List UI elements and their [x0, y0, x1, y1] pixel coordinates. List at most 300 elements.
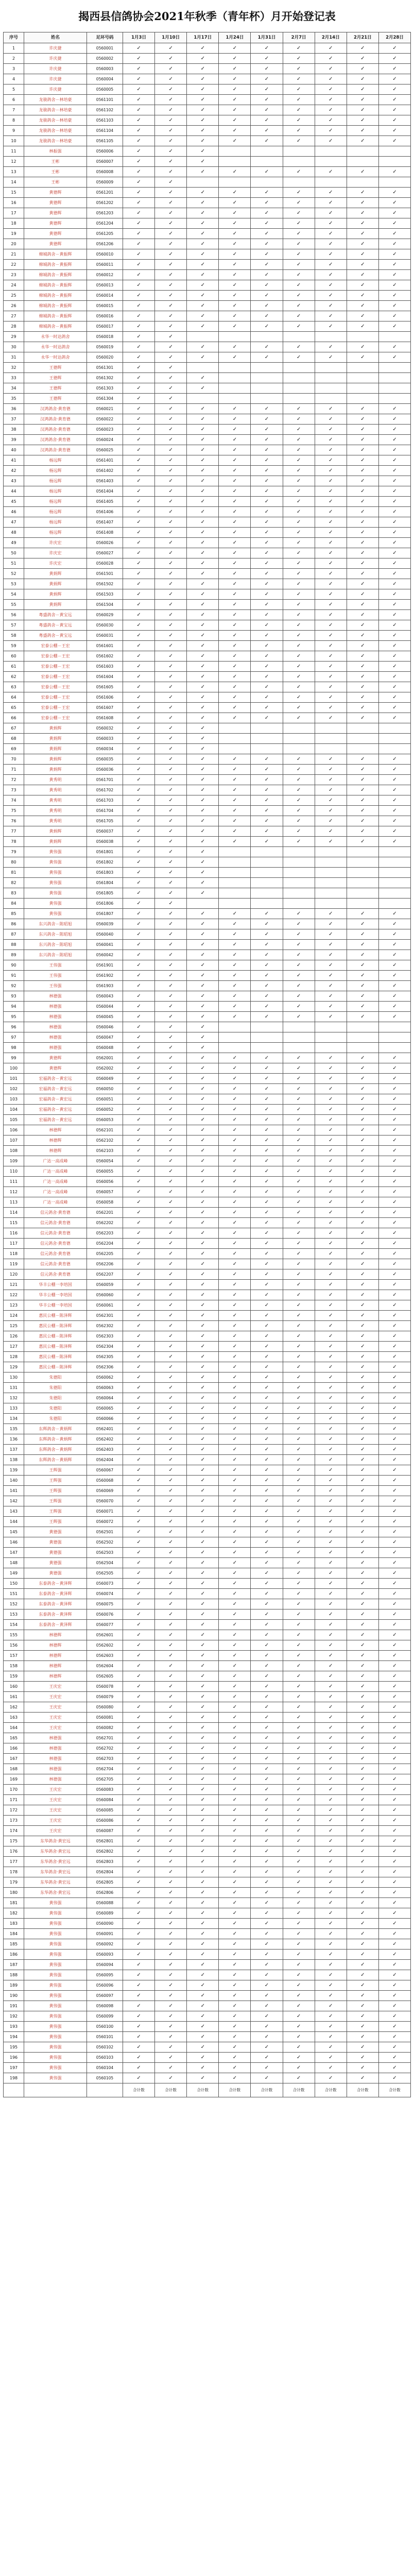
check-cell: ✓ — [155, 95, 187, 105]
check-cell: ✓ — [155, 558, 187, 569]
check-cell — [283, 868, 315, 878]
check-cell: ✓ — [187, 2063, 219, 2073]
check-cell: ✓ — [378, 795, 410, 806]
check-cell: ✓ — [315, 1764, 347, 1774]
check-cell: ✓ — [347, 1228, 378, 1239]
check-cell: ✓ — [187, 1774, 219, 1785]
check-cell: ✓ — [123, 1269, 155, 1280]
table-row — [4, 373, 411, 383]
table-row — [4, 1960, 411, 1970]
check-cell: ✓ — [347, 1743, 378, 1754]
check-cell: ✓ — [187, 1568, 219, 1579]
check-cell: ✓ — [347, 1857, 378, 1867]
check-cell: ✓ — [315, 1342, 347, 1352]
check-cell: ✓ — [283, 1805, 315, 1816]
row-name: 黄德强 — [24, 1558, 87, 1568]
check-cell: ✓ — [378, 1846, 410, 1857]
check-cell: ✓ — [378, 2032, 410, 2042]
check-cell: ✓ — [347, 198, 378, 208]
check-cell: ✓ — [219, 765, 251, 775]
check-cell: ✓ — [123, 270, 155, 280]
check-cell: ✓ — [251, 311, 283, 321]
check-cell: ✓ — [347, 1888, 378, 1898]
table-row — [4, 919, 411, 929]
check-cell: ✓ — [123, 84, 155, 95]
row-ring: 0560078 — [87, 1682, 123, 1692]
check-cell: ✓ — [187, 1970, 219, 1980]
table-row — [4, 929, 411, 940]
check-cell: ✓ — [187, 1733, 219, 1743]
check-cell: ✓ — [378, 1197, 410, 1208]
check-cell: ✓ — [315, 455, 347, 466]
check-cell: ✓ — [251, 1579, 283, 1589]
check-cell: ✓ — [219, 291, 251, 301]
check-cell: ✓ — [219, 538, 251, 548]
row-ring: 0561803 — [87, 868, 123, 878]
check-cell — [283, 1043, 315, 1053]
row-ring: 0560004 — [87, 74, 123, 84]
row-ring: 0560069 — [87, 1486, 123, 1496]
check-cell — [283, 878, 315, 888]
row-name: 黄炳辉 — [24, 589, 87, 600]
check-cell: ✓ — [251, 74, 283, 84]
check-cell: ✓ — [155, 589, 187, 600]
check-cell: ✓ — [187, 1640, 219, 1651]
check-cell: ✓ — [283, 1486, 315, 1496]
check-cell — [378, 373, 410, 383]
check-cell: ✓ — [251, 517, 283, 528]
check-cell: ✓ — [347, 1980, 378, 1991]
check-cell: ✓ — [315, 785, 347, 795]
check-cell: ✓ — [315, 1012, 347, 1022]
check-cell: ✓ — [283, 1259, 315, 1269]
table-row — [4, 672, 411, 682]
check-cell: ✓ — [219, 703, 251, 713]
check-cell: ✓ — [251, 1156, 283, 1166]
check-cell: ✓ — [155, 1249, 187, 1259]
row-name: 林德强 — [24, 1743, 87, 1754]
check-cell: ✓ — [187, 1702, 219, 1713]
check-cell: ✓ — [123, 1311, 155, 1321]
check-cell: ✓ — [251, 1228, 283, 1239]
check-cell: ✓ — [283, 579, 315, 589]
row-index: 115 — [4, 1218, 24, 1228]
row-name: 王庆宏 — [24, 1785, 87, 1795]
check-cell: ✓ — [251, 1640, 283, 1651]
check-cell: ✓ — [315, 2073, 347, 2083]
row-index: 173 — [4, 1816, 24, 1826]
check-cell: ✓ — [219, 1537, 251, 1548]
check-cell: ✓ — [219, 229, 251, 239]
check-cell: ✓ — [219, 1877, 251, 1888]
check-cell: ✓ — [315, 579, 347, 589]
check-cell: ✓ — [155, 126, 187, 136]
check-cell: ✓ — [155, 878, 187, 888]
check-cell: ✓ — [155, 826, 187, 837]
check-cell: ✓ — [283, 466, 315, 476]
row-index: 18 — [4, 218, 24, 229]
check-cell: ✓ — [123, 610, 155, 620]
check-cell: ✓ — [347, 1342, 378, 1352]
check-cell: ✓ — [123, 1187, 155, 1197]
check-cell: ✓ — [187, 641, 219, 651]
check-cell: ✓ — [187, 1630, 219, 1640]
check-cell: ✓ — [187, 1125, 219, 1136]
check-cell: ✓ — [155, 394, 187, 404]
check-cell: ✓ — [219, 507, 251, 517]
check-cell: ✓ — [283, 1888, 315, 1898]
check-cell: ✓ — [155, 579, 187, 589]
check-cell: ✓ — [219, 610, 251, 620]
check-cell: ✓ — [347, 1259, 378, 1269]
row-index: 73 — [4, 785, 24, 795]
row-name: 棉城鸽舍－黄振辉 — [24, 321, 87, 332]
check-cell: ✓ — [283, 703, 315, 713]
row-index: 123 — [4, 1300, 24, 1311]
row-index: 62 — [4, 672, 24, 682]
check-cell: ✓ — [251, 208, 283, 218]
row-name: 东泰鸽舍－黄泽辉 — [24, 1589, 87, 1599]
check-cell: ✓ — [251, 229, 283, 239]
col-header-date: 1月17日 — [187, 32, 219, 43]
check-cell: ✓ — [187, 1908, 219, 1919]
row-name: 许庆宏 — [24, 548, 87, 558]
check-cell: ✓ — [123, 1280, 155, 1290]
check-cell: ✓ — [315, 1465, 347, 1476]
footer-total: 合计数 — [347, 2083, 378, 2097]
check-cell: ✓ — [347, 1249, 378, 1259]
row-ring: 0560065 — [87, 1403, 123, 1414]
check-cell: ✓ — [123, 1177, 155, 1187]
row-index: 20 — [4, 239, 24, 249]
table-row — [4, 1084, 411, 1094]
check-cell: ✓ — [187, 198, 219, 208]
row-ring: 0560002 — [87, 54, 123, 64]
check-cell: ✓ — [315, 1197, 347, 1208]
check-cell: ✓ — [378, 1383, 410, 1393]
check-cell: ✓ — [315, 1239, 347, 1249]
check-cell: ✓ — [187, 425, 219, 435]
check-cell: ✓ — [378, 1403, 410, 1414]
row-name: 王伟强 — [24, 971, 87, 981]
check-cell — [283, 723, 315, 734]
check-cell: ✓ — [123, 1640, 155, 1651]
check-cell: ✓ — [283, 239, 315, 249]
check-cell: ✓ — [219, 1362, 251, 1372]
check-cell: ✓ — [378, 1630, 410, 1640]
check-cell: ✓ — [123, 1754, 155, 1764]
row-index: 17 — [4, 208, 24, 218]
check-cell: ✓ — [347, 2032, 378, 2042]
check-cell: ✓ — [219, 1187, 251, 1197]
check-cell: ✓ — [378, 1980, 410, 1991]
check-cell: ✓ — [251, 126, 283, 136]
check-cell: ✓ — [347, 311, 378, 321]
check-cell — [251, 363, 283, 373]
row-index: 85 — [4, 909, 24, 919]
check-cell: ✓ — [251, 2073, 283, 2083]
table-row — [4, 1074, 411, 1084]
check-cell: ✓ — [219, 631, 251, 641]
row-ring: 0562002 — [87, 1063, 123, 1074]
check-cell: ✓ — [315, 2042, 347, 2053]
check-cell: ✓ — [378, 291, 410, 301]
check-cell: ✓ — [315, 1362, 347, 1372]
row-index: 142 — [4, 1496, 24, 1506]
check-cell: ✓ — [123, 280, 155, 291]
row-index: 77 — [4, 826, 24, 837]
check-cell: ✓ — [187, 497, 219, 507]
check-cell: ✓ — [155, 600, 187, 610]
footer-total: 合计数 — [155, 2083, 187, 2097]
table-row — [4, 909, 411, 919]
check-cell: ✓ — [251, 1785, 283, 1795]
row-index: 138 — [4, 1455, 24, 1465]
check-cell: ✓ — [123, 507, 155, 517]
check-cell: ✓ — [155, 868, 187, 878]
check-cell — [219, 734, 251, 744]
col-header-date: 2月14日 — [315, 32, 347, 43]
check-cell: ✓ — [315, 1372, 347, 1383]
row-ring: 0562701 — [87, 1733, 123, 1743]
check-cell: ✓ — [378, 1548, 410, 1558]
check-cell: ✓ — [251, 1713, 283, 1723]
check-cell: ✓ — [123, 2053, 155, 2063]
check-cell: ✓ — [251, 806, 283, 816]
check-cell: ✓ — [123, 1136, 155, 1146]
check-cell: ✓ — [187, 775, 219, 785]
check-cell: ✓ — [378, 1661, 410, 1671]
row-ring: 0561101 — [87, 95, 123, 105]
check-cell: ✓ — [187, 1300, 219, 1311]
check-cell: ✓ — [219, 1589, 251, 1599]
table-row — [4, 868, 411, 878]
check-cell: ✓ — [123, 1568, 155, 1579]
check-cell: ✓ — [378, 1300, 410, 1311]
check-cell: ✓ — [315, 1991, 347, 2001]
check-cell: ✓ — [155, 929, 187, 940]
row-name: 杨远辉 — [24, 486, 87, 497]
row-index: 74 — [4, 795, 24, 806]
row-index: 80 — [4, 857, 24, 868]
row-index: 165 — [4, 1733, 24, 1743]
row-index: 153 — [4, 1609, 24, 1620]
check-cell: ✓ — [283, 1548, 315, 1558]
check-cell: ✓ — [219, 321, 251, 332]
check-cell: ✓ — [187, 765, 219, 775]
check-cell: ✓ — [155, 1311, 187, 1321]
check-cell: ✓ — [123, 1836, 155, 1846]
check-cell: ✓ — [123, 1774, 155, 1785]
check-cell: ✓ — [283, 1053, 315, 1063]
check-cell: ✓ — [283, 1362, 315, 1372]
check-cell: ✓ — [123, 126, 155, 136]
table-row — [4, 1816, 411, 1826]
table-row — [4, 486, 411, 497]
row-ring: 0562203 — [87, 1228, 123, 1239]
check-cell: ✓ — [219, 1517, 251, 1527]
row-ring: 0560025 — [87, 445, 123, 455]
row-ring: 0560056 — [87, 1177, 123, 1187]
check-cell: ✓ — [283, 1630, 315, 1640]
row-name: 宏泰公棚－王宏 — [24, 692, 87, 703]
check-cell: ✓ — [123, 631, 155, 641]
row-name: 黄伟强 — [24, 2032, 87, 2042]
check-cell: ✓ — [283, 1465, 315, 1476]
check-cell: ✓ — [123, 1002, 155, 1012]
check-cell: ✓ — [347, 610, 378, 620]
check-cell: ✓ — [378, 404, 410, 414]
row-name: 黄德强 — [24, 1527, 87, 1537]
check-cell: ✓ — [155, 1486, 187, 1496]
check-cell: ✓ — [155, 1795, 187, 1805]
check-cell: ✓ — [315, 1980, 347, 1991]
check-cell: ✓ — [155, 301, 187, 311]
row-index: 12 — [4, 157, 24, 167]
check-cell: ✓ — [251, 971, 283, 981]
check-cell: ✓ — [347, 765, 378, 775]
check-cell: ✓ — [283, 641, 315, 651]
check-cell: ✓ — [155, 1939, 187, 1950]
table-row — [4, 1197, 411, 1208]
row-ring: 0560086 — [87, 1816, 123, 1826]
check-cell: ✓ — [187, 1857, 219, 1867]
check-cell: ✓ — [315, 1218, 347, 1228]
row-name: 王庆宏 — [24, 1713, 87, 1723]
check-cell: ✓ — [251, 1393, 283, 1403]
check-cell: ✓ — [378, 2011, 410, 2022]
check-cell: ✓ — [251, 631, 283, 641]
check-cell: ✓ — [378, 940, 410, 950]
check-cell: ✓ — [378, 218, 410, 229]
check-cell: ✓ — [123, 1166, 155, 1177]
check-cell: ✓ — [123, 1208, 155, 1218]
check-cell: ✓ — [378, 579, 410, 589]
row-name: 黄德辉 — [24, 1063, 87, 1074]
check-cell: ✓ — [251, 1218, 283, 1228]
check-cell: ✓ — [187, 167, 219, 177]
check-cell: ✓ — [251, 1476, 283, 1486]
row-index: 43 — [4, 476, 24, 486]
row-index: 49 — [4, 538, 24, 548]
check-cell: ✓ — [155, 1754, 187, 1764]
row-name: 杨远辉 — [24, 497, 87, 507]
row-ring: 0562803 — [87, 1857, 123, 1867]
row-index: 3 — [4, 64, 24, 74]
check-cell: ✓ — [347, 1136, 378, 1146]
check-cell: ✓ — [155, 837, 187, 847]
check-cell: ✓ — [378, 682, 410, 692]
row-index: 56 — [4, 610, 24, 620]
row-name: 东兴鸽舍－陈昭旭 — [24, 929, 87, 940]
check-cell: ✓ — [347, 1074, 378, 1084]
row-index: 57 — [4, 620, 24, 631]
check-cell: ✓ — [123, 950, 155, 960]
check-cell: ✓ — [155, 641, 187, 651]
check-cell: ✓ — [315, 1857, 347, 1867]
table-row — [4, 1867, 411, 1877]
check-cell: ✓ — [378, 1228, 410, 1239]
check-cell: ✓ — [378, 981, 410, 991]
check-cell: ✓ — [155, 1692, 187, 1702]
check-cell: ✓ — [347, 1877, 378, 1888]
check-cell: ✓ — [315, 1589, 347, 1599]
check-cell: ✓ — [347, 1476, 378, 1486]
check-cell — [219, 1032, 251, 1043]
row-ring: 0561404 — [87, 486, 123, 497]
row-index: 133 — [4, 1403, 24, 1414]
check-cell: ✓ — [155, 208, 187, 218]
check-cell: ✓ — [219, 208, 251, 218]
check-cell — [347, 847, 378, 857]
table-row — [4, 888, 411, 899]
check-cell: ✓ — [283, 713, 315, 723]
check-cell: ✓ — [187, 1094, 219, 1105]
check-cell: ✓ — [251, 1424, 283, 1434]
table-row — [4, 1898, 411, 1908]
check-cell: ✓ — [251, 1774, 283, 1785]
row-index: 176 — [4, 1846, 24, 1857]
check-cell: ✓ — [155, 2011, 187, 2022]
check-cell: ✓ — [187, 1609, 219, 1620]
row-ring: 0560099 — [87, 2011, 123, 2022]
check-cell: ✓ — [315, 837, 347, 847]
check-cell: ✓ — [347, 1795, 378, 1805]
check-cell: ✓ — [187, 1197, 219, 1208]
check-cell — [347, 332, 378, 342]
check-cell: ✓ — [378, 1053, 410, 1063]
check-cell: ✓ — [219, 1311, 251, 1321]
table-row — [4, 641, 411, 651]
check-cell: ✓ — [155, 1857, 187, 1867]
check-cell: ✓ — [347, 1692, 378, 1702]
check-cell: ✓ — [155, 1929, 187, 1939]
row-index: 197 — [4, 2063, 24, 2073]
row-index: 97 — [4, 1032, 24, 1043]
row-ring: 0560105 — [87, 2073, 123, 2083]
check-cell: ✓ — [315, 1661, 347, 1671]
table-row — [4, 167, 411, 177]
check-cell: ✓ — [283, 1476, 315, 1486]
check-cell: ✓ — [123, 1022, 155, 1032]
check-cell: ✓ — [315, 1228, 347, 1239]
row-index: 87 — [4, 929, 24, 940]
row-name: 永华一时达鸽舍 — [24, 352, 87, 363]
check-cell: ✓ — [283, 445, 315, 455]
check-cell: ✓ — [251, 239, 283, 249]
check-cell: ✓ — [378, 435, 410, 445]
check-cell: ✓ — [219, 1795, 251, 1805]
row-ring: 0560090 — [87, 1919, 123, 1929]
check-cell: ✓ — [187, 301, 219, 311]
check-cell: ✓ — [219, 2011, 251, 2022]
check-cell: ✓ — [283, 765, 315, 775]
row-name: 林德辉 — [24, 1671, 87, 1682]
check-cell: ✓ — [123, 1362, 155, 1372]
check-cell: ✓ — [187, 723, 219, 734]
check-cell: ✓ — [251, 497, 283, 507]
check-cell: ✓ — [155, 723, 187, 734]
table-row — [4, 1228, 411, 1239]
row-index: 160 — [4, 1682, 24, 1692]
check-cell: ✓ — [347, 1177, 378, 1187]
check-cell: ✓ — [251, 1877, 283, 1888]
check-cell: ✓ — [187, 239, 219, 249]
check-cell: ✓ — [347, 1012, 378, 1022]
check-cell: ✓ — [123, 1970, 155, 1980]
table-row — [4, 1311, 411, 1321]
check-cell: ✓ — [251, 713, 283, 723]
